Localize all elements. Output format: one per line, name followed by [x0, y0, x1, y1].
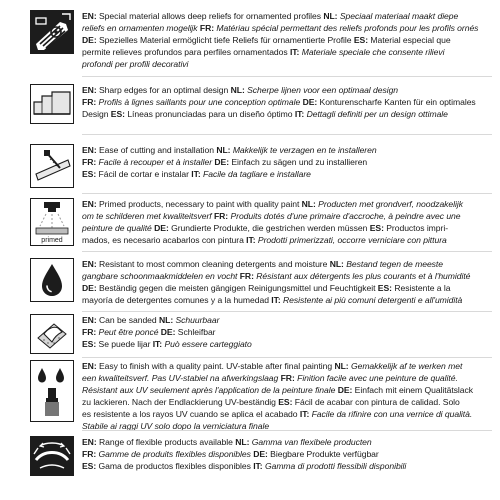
translation-text: Konturenscharfe Kanten für ein optimales: [317, 97, 476, 107]
feature-text: [82, 198, 492, 246]
feature-line: [82, 210, 492, 222]
language-code: EN:: [82, 437, 97, 447]
translation-italic: Producten met grondverf, noodzakelijk: [315, 199, 463, 209]
translation-italic: Schuurbaar: [173, 315, 220, 325]
translation-text: mayoría de detergentes comunes y a la humedad: [82, 295, 272, 305]
language-code: DE:: [82, 35, 97, 45]
language-code: NL:: [235, 437, 250, 447]
translation-text: Productos impri-: [383, 223, 449, 233]
divider: [82, 311, 492, 312]
feature-line: [82, 270, 492, 282]
feature-line: [82, 222, 492, 234]
translation-text: Design: [82, 109, 111, 119]
translation-italic: Speciaal materiaal maakt diepe: [337, 11, 459, 21]
language-code: NL:: [158, 315, 174, 325]
translation-text: zu lackieren. Nach der Endlackierung UV-beständig: [82, 397, 279, 407]
language-code: DE:: [154, 223, 169, 233]
translation-text: Special material allows deep reliefs for ornamented profiles: [96, 11, 324, 21]
feature-row-sharp-edges: [30, 84, 492, 124]
language-code: NL:: [329, 259, 344, 269]
translation-text: Se puede lijar: [96, 339, 153, 349]
language-code: EN:: [82, 145, 97, 155]
feature-line: [82, 108, 492, 120]
language-code: FR:: [199, 23, 215, 33]
language-code: NL:: [301, 199, 316, 209]
feature-line: [82, 314, 492, 326]
feature-line: [82, 22, 492, 34]
feature-line: [82, 282, 492, 294]
feature-line: [82, 198, 492, 210]
feature-line: [82, 294, 492, 306]
language-code: IT:: [191, 169, 201, 179]
translation-italic: Dettagli definiti per un design ottimale: [304, 109, 448, 119]
feature-row-sanding: [30, 314, 492, 354]
translation-text: Biegbare Produkte verfügbar: [267, 449, 379, 459]
translation-italic: Résistant aux UV seulement après l'application de la peinture finale: [82, 385, 338, 395]
language-code: ES:: [369, 223, 384, 233]
language-code: IT:: [289, 47, 300, 57]
feature-row-cutting: [30, 144, 492, 188]
translation-text: Einfach mit einem Qualitätslack: [352, 385, 474, 395]
translation-text: mados, es necesario acabarlos con pintura: [82, 235, 247, 245]
translation-italic: Finition facile avec une peinture de qualité.: [294, 373, 458, 383]
translation-text: Resistant to most common cleaning detergents and moisture: [96, 259, 330, 269]
language-code: IT:: [246, 235, 256, 245]
translation-text: Fácil de cortar e instalar: [96, 169, 192, 179]
translation-text: Spezielles Material ermöglicht tiefe Reliefs für ornamentierte Profile: [96, 35, 354, 45]
translation-italic: Facile da rifinire con una vernice di qualità.: [309, 409, 473, 419]
primed-product-icon: [30, 198, 74, 246]
language-code: EN:: [82, 315, 97, 325]
translation-italic: Gamma di prodotti flessibili disponibili: [262, 461, 407, 471]
feature-row-resistant: [30, 258, 492, 306]
translation-italic: om te schilderen met kwaliteitsverf: [82, 211, 214, 221]
feature-line: [82, 34, 492, 46]
feature-line: [82, 46, 492, 58]
translation-italic: profondi per profili decorativi: [82, 59, 189, 69]
translation-italic: Facile da tagliare e installare: [200, 169, 311, 179]
translation-italic: Makkelijk te verzagen en te installeren: [230, 145, 377, 155]
translation-italic: Profils à lignes saillants pour une conception optimale: [96, 97, 303, 107]
language-code: ES:: [82, 339, 97, 349]
language-code: IT:: [271, 295, 281, 305]
feature-line: [82, 372, 492, 384]
translation-italic: Résistant aux détergents les plus courants et à l'humidité: [253, 271, 471, 281]
translation-text: Grundierte Produkte, die gestrichen werden müssen: [168, 223, 370, 233]
translation-italic: Peut être poncé: [96, 327, 161, 337]
cutting-installation-icon: [30, 144, 74, 188]
deep-relief-profile-icon: [30, 10, 74, 54]
language-code: EN:: [82, 361, 97, 371]
feature-line: [82, 360, 492, 372]
flexible-profile-icon: [30, 436, 74, 476]
translation-text: Can be sanded: [96, 315, 159, 325]
language-code: ES:: [82, 461, 97, 471]
translation-text: Fácil de acabar con pintura de calidad. Solo: [292, 397, 460, 407]
divider: [82, 76, 492, 77]
feature-text: [82, 436, 492, 472]
feature-line: [82, 234, 492, 246]
language-code: EN:: [82, 199, 97, 209]
translation-text: permite relieves profundos para perfiles ornamentados: [82, 47, 290, 57]
language-code: DE:: [214, 157, 230, 167]
feature-row-paint-finish: [30, 360, 492, 432]
feature-row-deep-relief: [30, 10, 492, 70]
language-code: DE:: [302, 97, 318, 107]
language-code: DE:: [160, 327, 176, 337]
translation-italic: Materiale speciale che consente rilievi: [299, 47, 445, 57]
language-code: EN:: [82, 11, 97, 21]
feature-line: [82, 58, 492, 70]
feature-row-flexible: [30, 436, 492, 476]
language-code: FR:: [82, 97, 97, 107]
feature-line: [82, 258, 492, 270]
divider: [82, 251, 492, 252]
language-code: NL:: [216, 145, 231, 155]
translation-italic: Gemakkelijk af te werken met: [348, 361, 463, 371]
divider: [82, 134, 492, 135]
paint-finish-icon: [30, 360, 74, 422]
language-code: IT:: [152, 339, 163, 349]
translation-italic: Produits dotés d'une primaire d'accroche, à peindre avec une: [228, 211, 461, 221]
water-drop-icon: [30, 258, 74, 302]
language-code: ES:: [82, 169, 97, 179]
translation-text: Easy to finish with a quality paint. UV-stable after final painting: [96, 361, 335, 371]
translation-text: Resistente a la: [391, 283, 451, 293]
language-code: FR:: [239, 271, 254, 281]
translation-italic: Gamme de produits flexibles disponibles: [96, 449, 254, 459]
language-code: NL:: [323, 11, 338, 21]
translation-italic: Gamma van flexibele producten: [249, 437, 372, 447]
divider: [82, 430, 492, 431]
language-code: NL:: [230, 85, 245, 95]
language-code: FR:: [82, 157, 97, 167]
language-code: EN:: [82, 259, 97, 269]
translation-text: Líneas pronunciadas para un diseño óptimo: [124, 109, 295, 119]
translation-text: Ease of cutting and installation: [96, 145, 217, 155]
translation-italic: Prodotti primerizzati, occorre verniciare con pittura: [255, 235, 447, 245]
feature-text: [82, 10, 492, 70]
translation-italic: Scherpe lijnen voor een optimaal design: [244, 85, 399, 95]
translation-italic: Resistente ai più comuni detergenti e all'umidità: [280, 295, 463, 305]
language-code: FR:: [82, 327, 97, 337]
language-code: ES:: [110, 109, 125, 119]
translation-italic: peinture de qualité: [82, 223, 155, 233]
feature-text: [82, 314, 492, 350]
language-code: IT:: [299, 409, 310, 419]
feature-text: [82, 360, 492, 432]
feature-line: [82, 460, 492, 472]
language-code: DE:: [337, 385, 353, 395]
feature-row-primed: [30, 198, 492, 246]
translation-text: Range of flexible products available: [96, 437, 236, 447]
translation-text: es resistente a los rayos UV cuando se aplica el acabado: [82, 409, 300, 419]
sharp-edges-icon: [30, 84, 74, 124]
translation-text: Primed products, necessary to paint with quality paint: [96, 199, 302, 209]
language-code: ES:: [377, 283, 392, 293]
translation-italic: Matériau spécial permettant des reliefs profonds pour les profils ornés: [214, 23, 479, 33]
divider: [82, 357, 492, 358]
language-code: FR:: [213, 211, 229, 221]
translation-italic: Stabile ai raggi UV solo dopo la verniciatura finale: [82, 421, 270, 431]
feature-line: [82, 408, 492, 420]
primed-label: primed: [41, 237, 63, 244]
feature-line: [82, 448, 492, 460]
translation-italic: een kwaliteitsverf. Pas UV-stabiel na afwerkingslaag: [82, 373, 281, 383]
translation-text: Einfach zu sägen und zu installieren: [229, 157, 368, 167]
feature-line: [82, 84, 492, 96]
feature-text: [82, 84, 492, 120]
feature-line: [82, 338, 492, 350]
translation-italic: Bestand tegen de meeste: [343, 259, 443, 269]
feature-line: [82, 396, 492, 408]
feature-line: [82, 156, 492, 168]
language-code: DE:: [82, 283, 97, 293]
translation-italic: Può essere carteggiato: [162, 339, 252, 349]
divider: [82, 193, 492, 194]
language-code: DE:: [253, 449, 268, 459]
feature-line: [82, 326, 492, 338]
feature-line: [82, 436, 492, 448]
language-code: ES:: [353, 35, 369, 45]
feature-line: [82, 96, 492, 108]
language-code: IT:: [253, 461, 263, 471]
language-code: FR:: [82, 449, 97, 459]
language-code: FR:: [280, 373, 295, 383]
feature-line: [82, 384, 492, 396]
translation-text: Schleifbar: [175, 327, 216, 337]
feature-text: [82, 258, 492, 306]
translation-text: Material especial que: [368, 35, 451, 45]
translation-italic: gangbare schoonmaakmiddelen en vocht: [82, 271, 240, 281]
language-code: EN:: [82, 85, 97, 95]
translation-italic: reliefs en ornamenten mogelijk: [82, 23, 200, 33]
feature-line: [82, 144, 492, 156]
translation-text: Beständig gegen die meisten gängigen Reinigungsmittel und Feuchtigkeit: [96, 283, 378, 293]
language-code: ES:: [278, 397, 293, 407]
language-code: NL:: [334, 361, 349, 371]
sanding-icon: [30, 314, 74, 354]
feature-line: [82, 168, 492, 180]
feature-text: [82, 144, 492, 180]
translation-italic: Facile à recouper et à installer: [96, 157, 215, 167]
feature-line: [82, 10, 492, 22]
translation-text: Gama de productos flexibles disponibles: [96, 461, 254, 471]
language-code: IT:: [294, 109, 305, 119]
translation-text: Sharp edges for an optimal design: [96, 85, 231, 95]
